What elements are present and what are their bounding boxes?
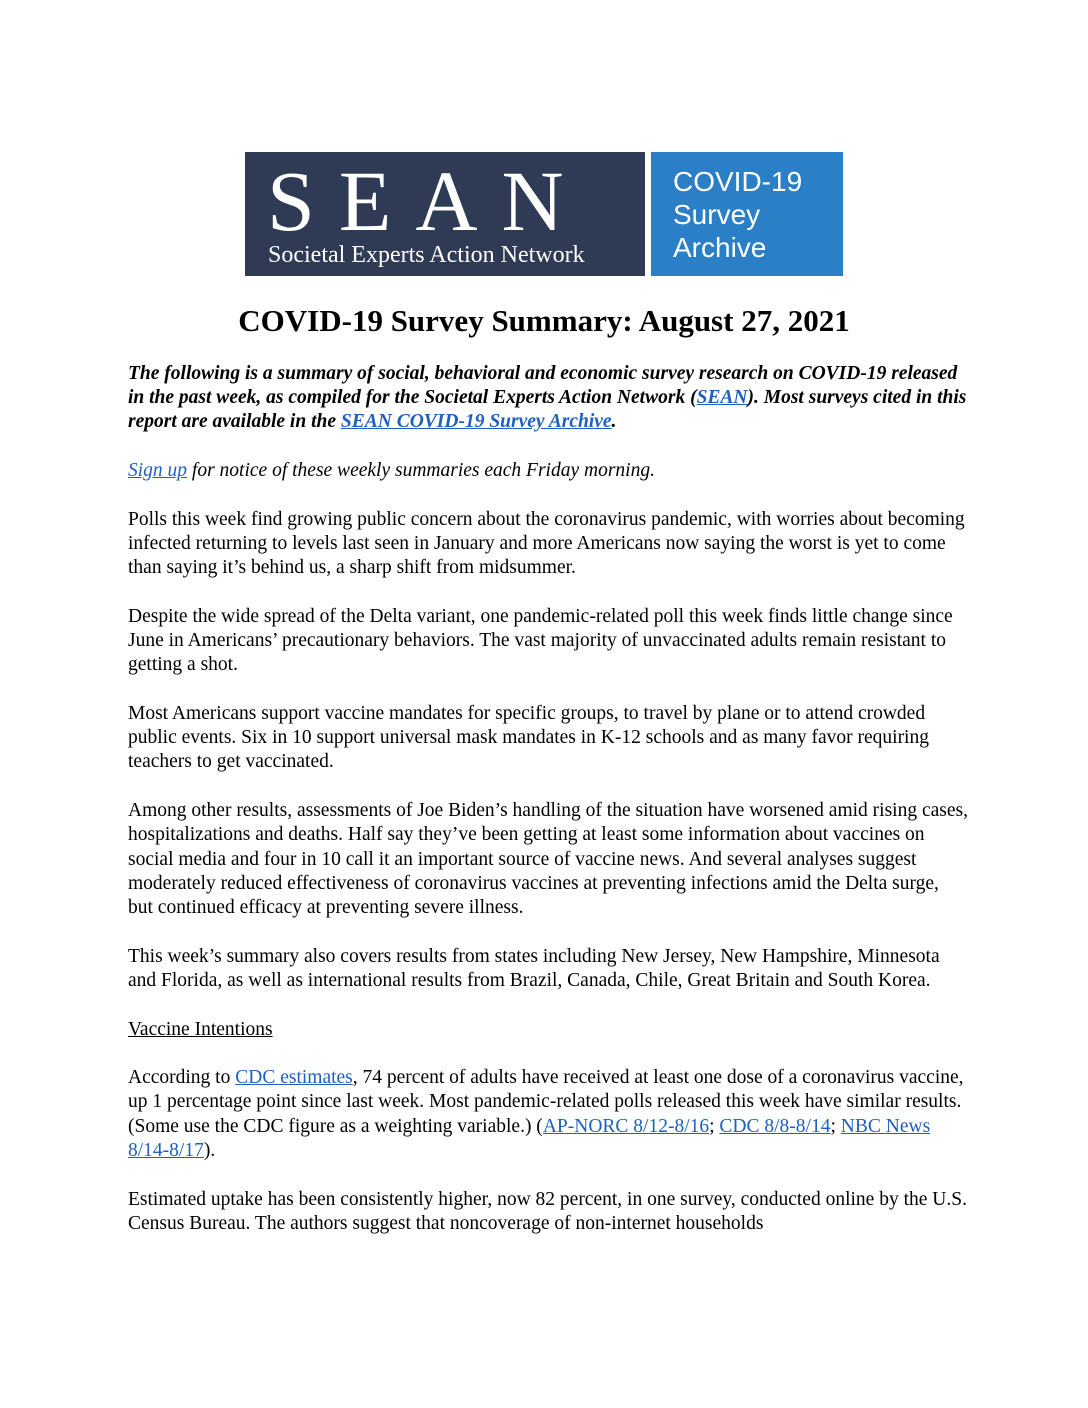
- sean-link[interactable]: SEAN: [696, 387, 748, 409]
- logo-archive-line: Archive: [673, 232, 767, 263]
- paragraph-text: ;: [709, 1115, 720, 1137]
- logo-right-panel: [651, 152, 843, 276]
- body-paragraph: Despite the wide spread of the Delta variant, one pandemic-related poll this week finds little change since June in Americans’ precautionary behaviors. The vast majority of unvaccinated adults remain resistant to getting a shot.: [128, 605, 953, 676]
- intro-text: ). Most surveys cited in this report are available in the: [128, 387, 967, 433]
- paragraph-text: , 74 percent of adults have received at least one dose of a coronavirus vaccine, up 1 percentage point since last week. Most pandemic-related polls released this week have similar results. (Some use the CDC figure as a weighting variable.) (: [128, 1067, 964, 1137]
- vaccine-paragraph-1: [128, 1066, 968, 1163]
- paragraph-gap: [128, 993, 968, 1018]
- logo-sean-wordmark: SEAN: [267, 153, 588, 249]
- cdc-estimates-link[interactable]: CDC estimates: [235, 1067, 353, 1089]
- body-paragraph: This week’s summary also covers results from states including New Jersey, New Hampshire, Minnesota and Florida, as well as international results from Brazil, Canada, Chile, Great Britain and South Korea.: [128, 945, 940, 991]
- paragraph-gap: [128, 1042, 968, 1067]
- page-title: COVID-19 Survey Summary: August 27, 2021: [238, 303, 850, 338]
- paragraph-gap: [128, 1163, 968, 1188]
- ap-norc-link[interactable]: AP-NORC 8/12-8/16: [542, 1115, 710, 1137]
- paragraph-text: ;: [830, 1115, 841, 1137]
- logo-archive-label: [673, 165, 802, 264]
- section-heading-vaccine-intentions: Vaccine Intentions: [128, 1018, 273, 1040]
- vaccine-paragraph-2: Estimated uptake has been consistently higher, now 82 percent, in one survey, conducted online by the U.S. Census Bureau. The authors suggest that noncoverage of non-internet households: [128, 1188, 967, 1234]
- intro-text: The following is a summary of social, behavioral and economic survey research on COVID-19 released in the past week, as compiled for the Societal Experts Action Network (: [128, 363, 958, 409]
- paragraph-text: ).: [203, 1139, 216, 1161]
- logo-archive-line: Survey: [673, 199, 761, 230]
- paragraph-gap: [128, 775, 968, 800]
- paragraph-gap: [128, 483, 968, 508]
- nbc-news-link[interactable]: NBC News 8/14-8/17: [128, 1115, 931, 1161]
- sign-up-link[interactable]: Sign up: [128, 460, 188, 482]
- logo-network-name: Societal Experts Action Network: [268, 242, 585, 268]
- logo-archive-line: COVID-19: [673, 166, 803, 197]
- intro-text: .: [611, 411, 617, 433]
- logo-left-panel: [245, 152, 645, 276]
- paragraph-gap: [128, 580, 968, 605]
- body-paragraph: Polls this week find growing public concern about the coronavirus pandemic, with worries about becoming infected returning to levels last seen in January and more Americans now saying the worst is yet to come than saying it’s behind us, a sharp shift from midsummer.: [128, 508, 965, 579]
- paragraph-gap: [128, 920, 968, 945]
- intro-paragraph: [128, 362, 968, 435]
- signup-paragraph: [128, 459, 968, 483]
- sean-logo-banner: [245, 152, 843, 276]
- body-paragraph: Among other results, assessments of Joe Biden’s handling of the situation have worsened amid rising cases, hospitalizations and deaths. Half say they’ve been getting at least some information about vaccines on social media and four in 10 call it an important source of vaccine news. And several analyses suggest moderately reduced effectiveness of coronavirus vaccines at preventing infections amid the Delta surge, but continued efficacy at preventing severe illness.: [128, 800, 968, 918]
- paragraph-gap: [128, 435, 968, 460]
- paragraph-gap: [128, 678, 968, 703]
- survey-archive-link[interactable]: SEAN COVID-19 Survey Archive: [340, 411, 612, 433]
- cdc-survey-link[interactable]: CDC 8/8-8/14: [719, 1115, 831, 1137]
- signup-text: for notice of these weekly summaries each Friday morning.: [187, 460, 655, 482]
- document-body: [128, 362, 968, 1236]
- paragraph-text: According to: [128, 1067, 236, 1089]
- body-paragraph: Most Americans support vaccine mandates for specific groups, to travel by plane or to attend crowded public events. Six in 10 support universal mask mandates in K-12 schools and as many favor requiring teachers to get vaccinated.: [128, 703, 929, 773]
